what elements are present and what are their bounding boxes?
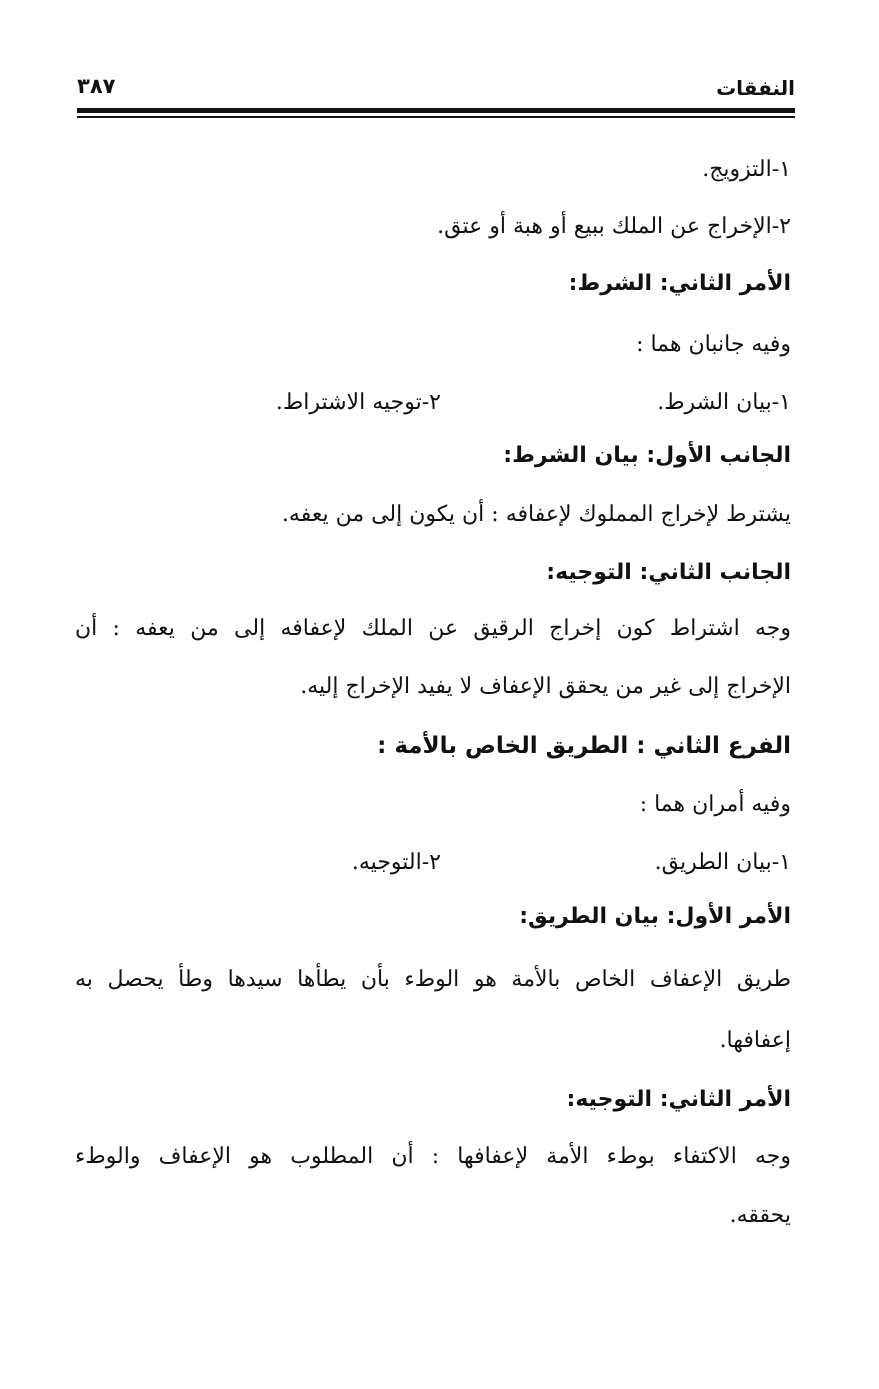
page-number: ٣٨٧: [77, 74, 116, 98]
list-item: ٢-توجيه الاشتراط.: [275, 390, 441, 415]
paragraph-line: وجه الاكتفاء بوطء الأمة لإعفافها : أن المطلوب هو الإعفاف والوطء: [75, 1144, 791, 1169]
running-header: [77, 74, 795, 104]
list-item: ٢-الإخراج عن الملك ببيع أو هبة أو عتق.: [437, 214, 791, 239]
section-heading: الجانب الثاني: التوجيه:: [546, 560, 791, 585]
list-item: ١-التزويج.: [702, 157, 791, 182]
paragraph: وفيه أمران هما :: [639, 792, 791, 817]
paragraph-line: إعفافها.: [719, 1028, 791, 1053]
paragraph: يشترط لإخراج المملوك لإعفافه : أن يكون إلى من يعفه.: [281, 502, 791, 527]
list-item: ٢-التوجيه.: [351, 850, 441, 875]
section-heading: الأمر الثاني: التوجيه:: [566, 1087, 791, 1112]
header-rule-thick: [77, 108, 795, 113]
list-item: ١-بيان الطريق.: [654, 850, 791, 875]
header-rule-thin: [77, 116, 795, 118]
chapter-title: النفقات: [716, 76, 795, 100]
paragraph-line: وجه اشتراط كون إخراج الرقيق عن الملك لإعفافه إلى من يعفه : أن: [75, 616, 791, 641]
section-heading: الجانب الأول: بيان الشرط:: [503, 443, 791, 468]
section-heading: الأمر الأول: بيان الطريق:: [519, 904, 791, 929]
paragraph-line: يحققه.: [729, 1203, 791, 1228]
list-item: ١-بيان الشرط.: [657, 390, 791, 415]
paragraph: وفيه جانبان هما :: [636, 332, 791, 357]
paragraph-line: الإخراج إلى غير من يحقق الإعفاف لا يفيد الإخراج إليه.: [300, 674, 791, 699]
subsection-heading: الفرع الثاني : الطريق الخاص بالأمة :: [377, 733, 791, 759]
paragraph-line: طريق الإعفاف الخاص بالأمة هو الوطء بأن يطأها سيدها وطأ يحصل به: [75, 967, 791, 992]
section-heading: الأمر الثاني: الشرط:: [568, 271, 791, 296]
